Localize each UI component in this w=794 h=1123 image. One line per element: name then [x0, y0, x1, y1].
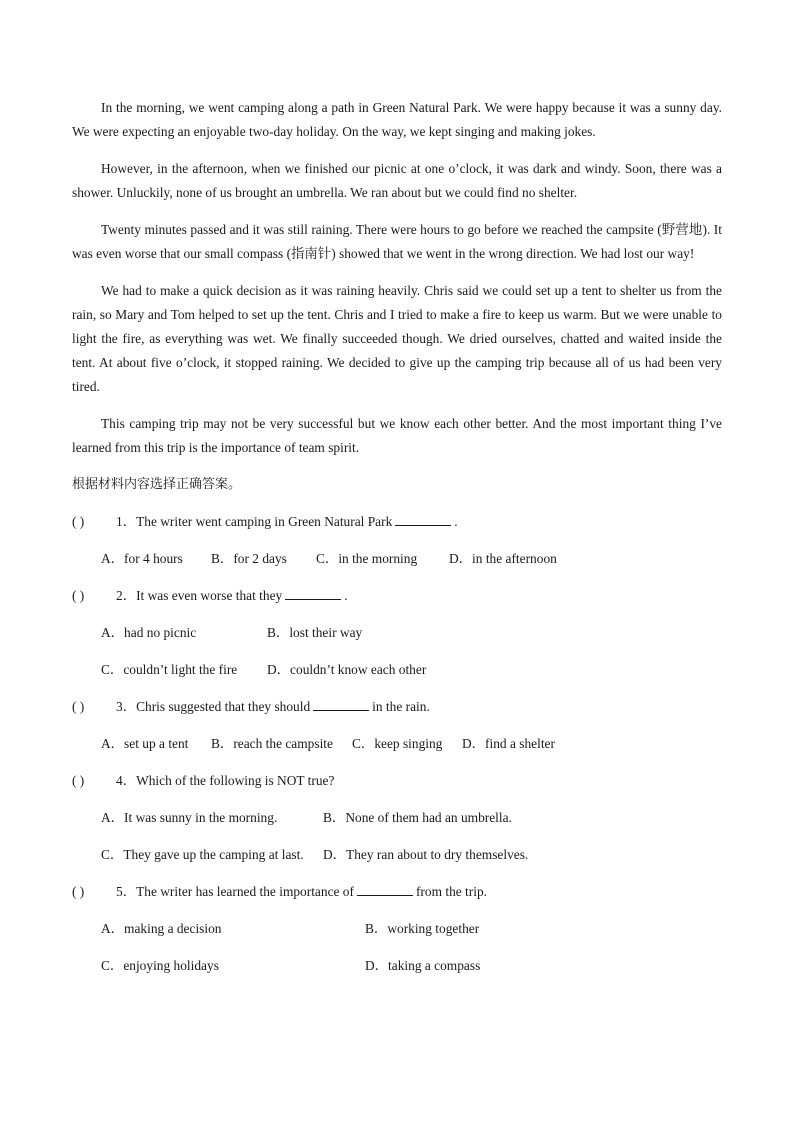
question-1	[72, 510, 722, 534]
options-row	[72, 658, 722, 682]
option-d[interactable]: D．couldn’t know each other	[267, 662, 427, 677]
option-c[interactable]: C．enjoying holidays	[101, 958, 219, 973]
answer-bracket[interactable]: ( )	[72, 884, 85, 899]
options-row	[72, 806, 722, 830]
question-stem-end: .	[344, 588, 348, 603]
option-b[interactable]: B．reach the campsite	[211, 736, 333, 751]
option-c[interactable]: C．in the morning	[316, 551, 418, 566]
option-d[interactable]: D．taking a compass	[365, 958, 481, 973]
document-page	[72, 96, 722, 991]
options-row	[72, 954, 722, 978]
question-stem: 1．The writer went camping in Green Natural Park	[116, 514, 393, 529]
answer-blank	[395, 511, 451, 526]
option-a[interactable]: A．making a decision	[101, 921, 222, 936]
option-b[interactable]: B．None of them had an umbrella.	[323, 810, 512, 825]
passage-paragraph-4: We had to make a quick decision as it was raining heavily. Chris said we could set up a tent to shelter us from the rain, so Mary and Tom helped to set up the tent. Chris and I tried to make a fire to keep us warm. But we were unable to light the fire, as everything was wet. We finally succeeded though. We dried ourselves, chatted and waited inside the tent. At about five o’clock, it stopped raining. We decided to give up the camping trip because all of us had been very tired.	[72, 283, 722, 394]
options-row	[72, 917, 722, 941]
question-3	[72, 695, 722, 719]
options-row	[72, 732, 722, 756]
question-2	[72, 584, 722, 608]
option-c[interactable]: C．They gave up the camping at last.	[101, 847, 304, 862]
question-stem-end: from the trip.	[415, 884, 487, 899]
option-a[interactable]: A．It was sunny in the morning.	[101, 810, 278, 825]
question-5	[72, 880, 722, 904]
answer-bracket[interactable]: ( )	[72, 773, 85, 788]
question-stem: 4．Which of the following is NOT true?	[116, 773, 335, 788]
option-d[interactable]: D．They ran about to dry themselves.	[323, 847, 529, 862]
question-stem: 5．The writer has learned the importance of	[116, 884, 354, 899]
option-b[interactable]: B．working together	[365, 921, 480, 936]
passage-paragraph-1: In the morning, we went camping along a path in Green Natural Park. We were happy because it was a sunny day. We were expecting an enjoyable two-day holiday. On the way, we kept singing and making jokes.	[72, 100, 722, 139]
passage-paragraph-3: Twenty minutes passed and it was still raining. There were hours to go before we reached the campsite (野营地). It was even worse that our small compass (指南针) showed that we went in the wrong direction. We had lost our way!	[72, 222, 722, 261]
option-c[interactable]: C．keep singing	[352, 736, 443, 751]
options-row	[72, 547, 722, 571]
instruction-heading: 根据材料内容选择正确答案。	[72, 477, 242, 492]
question-stem: 2．It was even worse that they	[116, 588, 283, 603]
answer-bracket[interactable]: ( )	[72, 699, 85, 714]
passage-paragraph-5: This camping trip may not be very successful but we know each other better. And the most important thing I’ve learned from this trip is the importance of team spirit.	[72, 416, 722, 455]
question-stem-end: in the rain.	[372, 699, 430, 714]
option-c[interactable]: C．couldn’t light the fire	[101, 662, 238, 677]
answer-blank	[313, 696, 369, 711]
option-b[interactable]: B．lost their way	[267, 625, 363, 640]
option-b[interactable]: B．for 2 days	[211, 551, 287, 566]
question-4	[72, 769, 722, 793]
option-a[interactable]: A．for 4 hours	[101, 551, 183, 566]
option-d[interactable]: D．find a shelter	[462, 736, 555, 751]
passage-paragraph-2: However, in the afternoon, when we finished our picnic at one o’clock, it was dark and windy. Soon, there was a shower. Unluckily, none of us brought an umbrella. We ran about but we could find no shelter.	[72, 161, 722, 200]
options-row	[72, 621, 722, 645]
question-stem: 3．Chris suggested that they should	[116, 699, 311, 714]
answer-bracket[interactable]: ( )	[72, 588, 85, 603]
answer-blank	[285, 585, 341, 600]
option-d[interactable]: D．in the afternoon	[449, 551, 557, 566]
option-a[interactable]: A．had no picnic	[101, 625, 197, 640]
answer-blank	[357, 881, 413, 896]
option-a[interactable]: A．set up a tent	[101, 736, 189, 751]
question-stem-end: .	[454, 514, 458, 529]
options-row	[72, 843, 722, 867]
answer-bracket[interactable]: ( )	[72, 514, 85, 529]
